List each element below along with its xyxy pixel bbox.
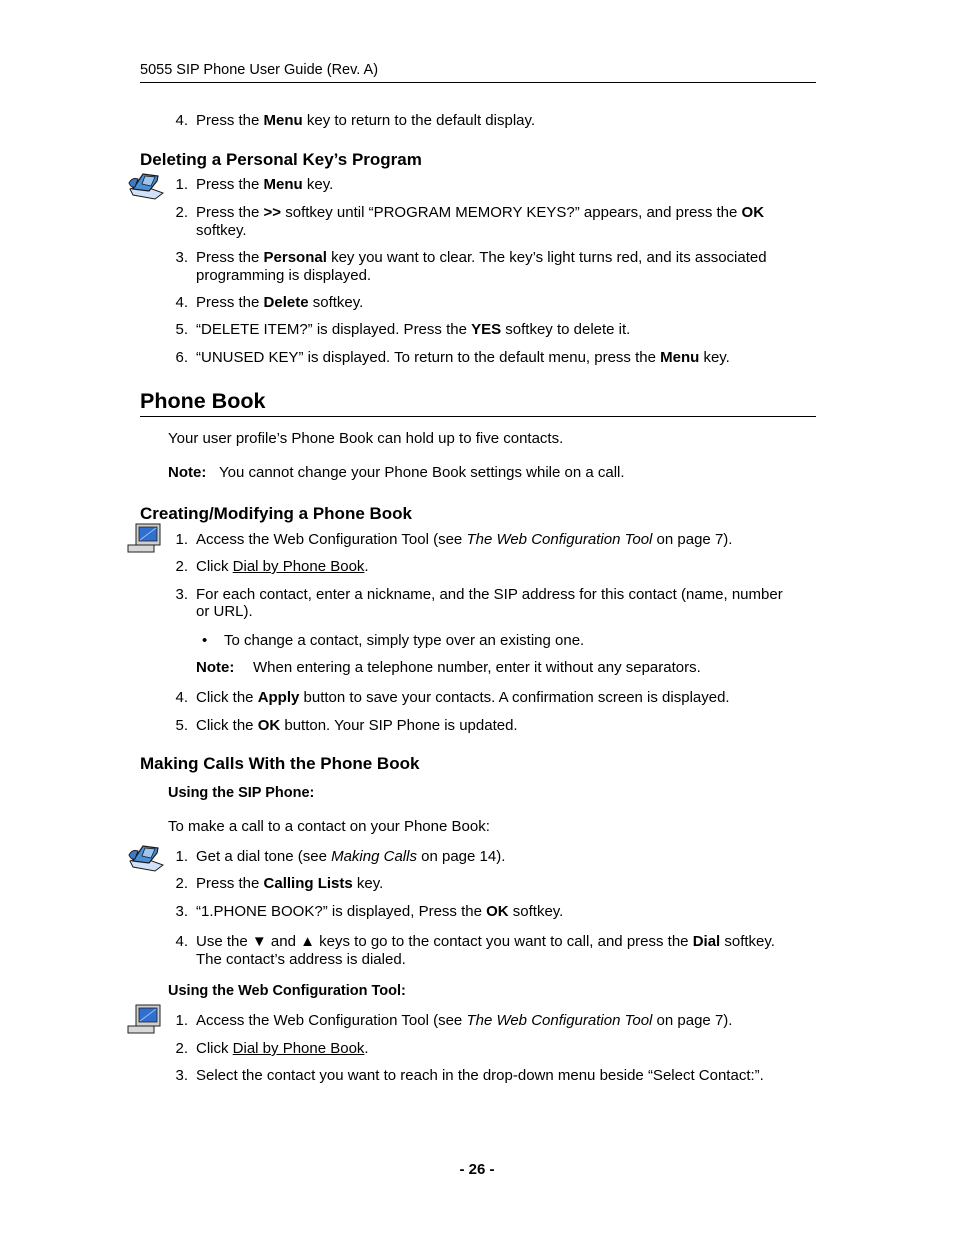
subheading-sip-phone: Using the SIP Phone: [168,785,315,801]
step-text: Access the Web Configuration Tool (see The Web Configuration Tool on page 7). [196,531,733,548]
phone-handset-icon [127,169,167,201]
dial-by-phone-book-link[interactable]: Dial by Phone Book [232,558,365,575]
dial-by-phone-book-link[interactable]: Dial by Phone Book [232,1040,365,1057]
step-number: 6. [175,349,188,366]
running-header: 5055 SIP Phone User Guide (Rev. A) [140,62,379,78]
step-number: 2. [175,1040,188,1057]
step-text: “UNUSED KEY” is displayed. To return to the default menu, press the Menu key. [196,349,730,366]
step-text: Click the OK button. Your SIP Phone is updated. [196,717,518,734]
step-number: 3. [175,249,188,266]
step-number: 4. [175,689,188,706]
step-number: 1. [175,531,188,548]
step-number: 2. [175,558,188,575]
step-number: 2. [175,875,188,892]
step-text-continued: softkey. [196,222,247,239]
section-heading-deleting: Deleting a Personal Key’s Program [140,150,422,169]
step-text: For each contact, enter a nickname, and the SIP address for this contact (name, number [196,586,783,603]
header-rule [140,82,816,83]
arrow-up-icon: ▲ [300,933,315,950]
step-number: 5. [175,321,188,338]
paragraph: Your user profile’s Phone Book can hold up to five contacts. [168,430,564,447]
step-text: Press the >> softkey until “PROGRAM MEMORY KEYS?” appears, and press the OK [196,204,765,221]
step-number: 4. [175,294,188,311]
step-number: 1. [175,1012,188,1029]
step-text: Press the Personal key you want to clear. The key’s light turns red, and its associated [196,249,767,266]
step-number: 3. [175,903,188,920]
step-text: Press the Menu key. [196,176,334,193]
step-number: 3. [175,586,188,603]
step-number: 5. [175,717,188,734]
bullet-text: To change a contact, simply type over an existing one. [224,632,585,649]
step-number: 4. [175,112,188,129]
page-number: - 26 - [459,1161,495,1178]
step-text: Access the Web Configuration Tool (see The Web Configuration Tool on page 7). [196,1012,733,1029]
note-label: Note: [168,464,207,481]
note-label: Note: [196,659,235,676]
paragraph: To make a call to a contact on your Phone Book: [168,818,490,835]
computer-monitor-icon [126,1004,166,1036]
step-text: Use the ▼ and ▲ keys to go to the contact you want to call, and press the Dial softkey. [196,933,775,950]
section-heading-creating: Creating/Modifying a Phone Book [140,504,413,523]
step-text: Click Dial by Phone Book. [196,558,369,575]
computer-monitor-icon [126,523,166,555]
step-text: “1.PHONE BOOK?” is displayed, Press the OK softkey. [196,903,564,920]
step-text: Press the Delete softkey. [196,294,364,311]
step-number: 2. [175,204,188,221]
step-text: Click the Apply button to save your contacts. A confirmation screen is displayed. [196,689,730,706]
step-text: “DELETE ITEM?” is displayed. Press the YES softkey to delete it. [196,321,631,338]
note-text: You cannot change your Phone Book settings while on a call. [219,464,625,481]
step-text-continued: or URL). [196,603,253,620]
step-text: Select the contact you want to reach in the drop-down menu beside “Select Contact:”. [196,1067,764,1084]
step-number: 1. [175,848,188,865]
step-text: Get a dial tone (see Making Calls on page 14). [196,848,506,865]
section-heading-phone-book: Phone Book [140,389,266,413]
subheading-web-config: Using the Web Configuration Tool: [168,983,406,999]
step-number: 4. [175,933,188,950]
step-text-continued: The contact’s address is dialed. [196,951,406,968]
step-number: 1. [175,176,188,193]
heading-rule [140,416,816,417]
step-text: Press the Calling Lists key. [196,875,384,892]
arrow-down-icon: ▼ [251,933,267,950]
note-text: When entering a telephone number, enter it without any separators. [253,659,701,676]
step-text-continued: programming is displayed. [196,267,372,284]
step-text: Press the Menu key to return to the default display. [196,112,536,129]
step-number: 3. [175,1067,188,1084]
step-text: Click Dial by Phone Book. [196,1040,369,1057]
phone-handset-icon [127,841,167,873]
bullet-marker: • [202,632,208,649]
section-heading-making-calls: Making Calls With the Phone Book [140,754,420,773]
